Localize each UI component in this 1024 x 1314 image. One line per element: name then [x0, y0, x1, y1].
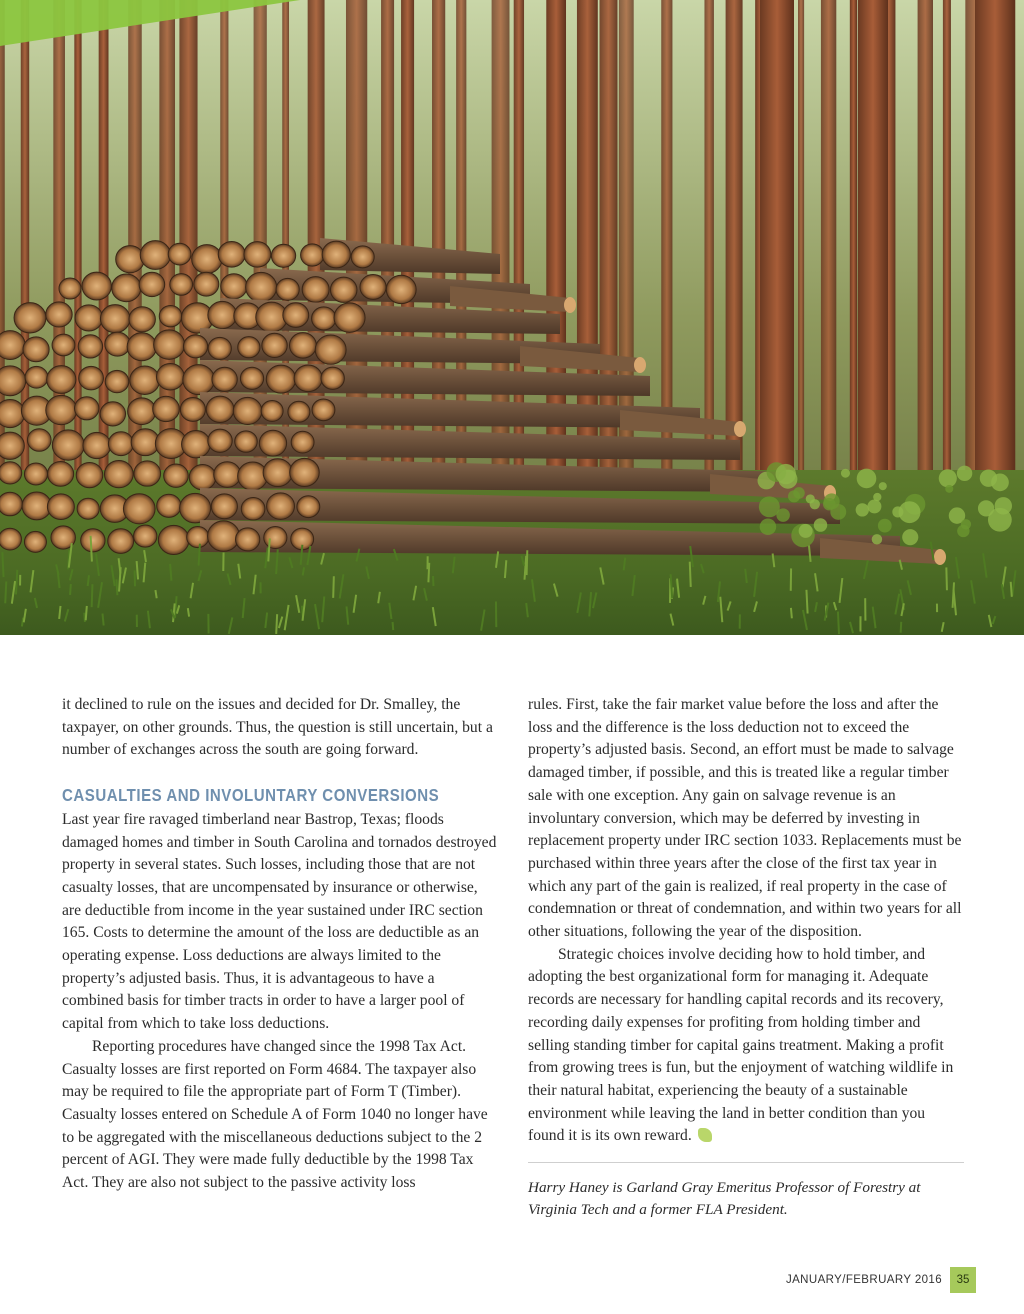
leaf-end-mark-icon — [698, 1128, 712, 1142]
paragraph: rules. First, take the fair market value before the loss and after the loss and the difference is the loss deduction not to exceed the property’s adjusted basis. Second, an effort must be made to salvage damaged timber, if possible, and this is treated like a regular timber sale with one exception. Any gain on salvage revenue is an involuntary conversion, which may be deferred by investing in replacement property under IRC section 1033. Replacements must be purchased within three years after the close of the first tax year in which any part of the gain is realized, if real property in the case of condemnation or threat of condemnation, and within two years for all other situations, following the year of the disposition. — [528, 696, 962, 941]
paragraph: it declined to rule on the issues and decided for Dr. Smalley, the taxpayer, on other grounds. Thus, the question is still uncertain, but a number of exchanges across the south are going forward. — [62, 696, 493, 759]
page-number: 35 — [950, 1267, 976, 1293]
forest-log-pile-photo — [0, 0, 1024, 635]
page-footer — [786, 1270, 976, 1290]
section-heading: CASUALTIES AND INVOLUNTARY CONVERSIONS — [62, 785, 440, 806]
paragraph-text: Strategic choices involve deciding how to hold timber, and adopting the best organizational form for managing it. Adequate records are necessary for handling capital records and its recovery, recording daily expenses for profiting from holding timber and selling standing timber for capital gains treatment. Making a profit from growing trees is fun, but the enjoyment of watching wildlife in their natural habitat, experiencing the beauty of a sustainable environment while leaving the land in better condition than you found it is its own reward. — [528, 945, 954, 1145]
paragraph: Reporting procedures have changed since the 1998 Tax Act. Casualty losses are first reported on Form 4684. The taxpayer also may be required to file the appropriate part of Form T (Timber). Casualty losses entered on Schedule A of Form 1040 no longer have to be aggregated with the miscellaneous deductions subject to the 2 percent of AGI. They were made fully deductible by the 1998 Tax Act. They are also not subject to the passive activity loss — [62, 1037, 488, 1192]
issue-date: JANUARY/FEBRUARY 2016 — [785, 1274, 942, 1286]
divider — [528, 1162, 964, 1163]
left-text-column — [62, 694, 498, 1195]
author-bio: Harry Haney is Garland Gray Emeritus Professor of Forestry at Virginia Tech and a former FLA President. — [528, 1179, 921, 1219]
closing-paragraph — [528, 944, 964, 1148]
paragraph: Last year fire ravaged timberland near Bastrop, Texas; floods damaged homes and timber in South Carolina and tornados destroyed property in several states. Such losses, including those that are not casualty losses, that are uncompensated by insurance or otherwise, are deductible from income in the year sustained under IRC section 165. Costs to determine the amount of the loss are deductible as an operating expense. Loss deductions are always limited to the property’s adjusted basis. Thus, it is advantageous to have a combined basis for timber tracts in order to have a larger pool of capital from which to take loss deductions. — [62, 810, 497, 1033]
right-text-column — [528, 694, 964, 1221]
